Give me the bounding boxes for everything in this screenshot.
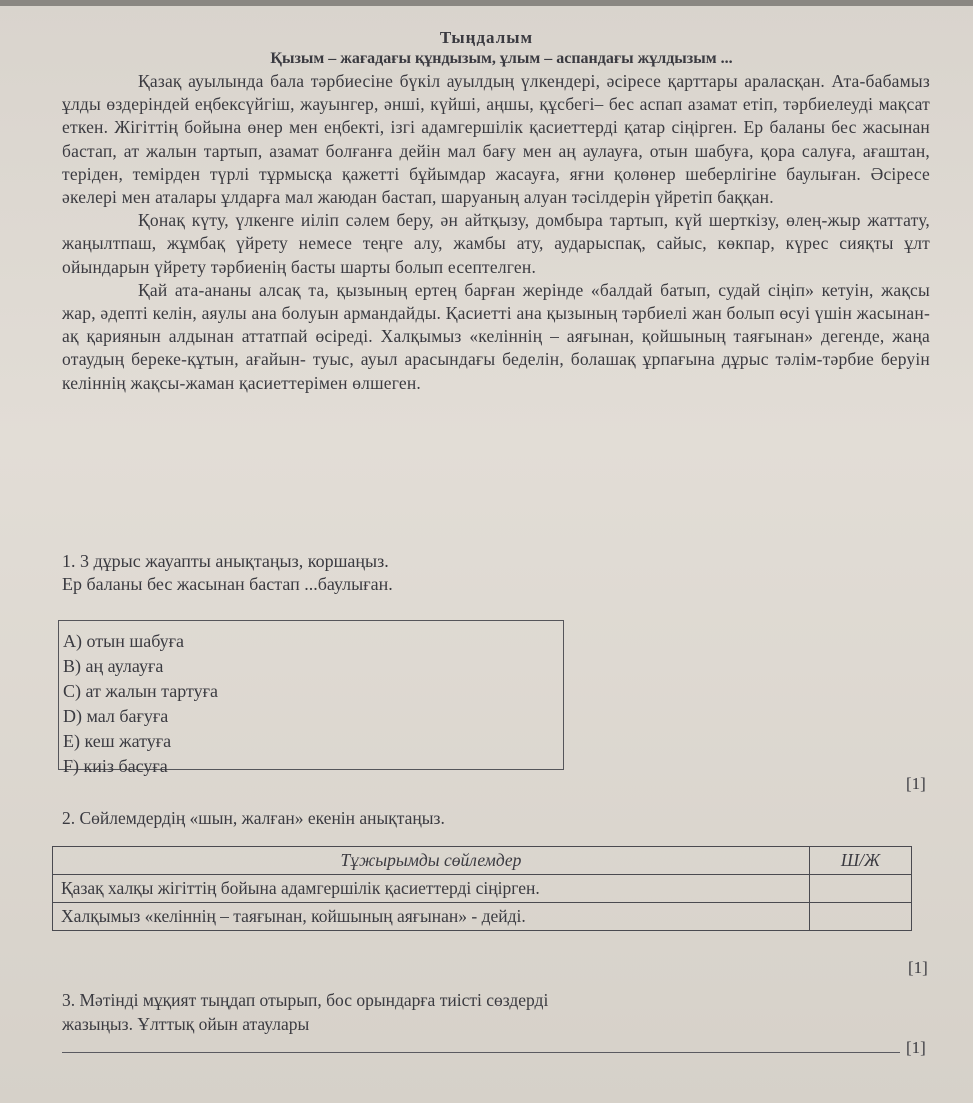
question-3-prompt-cont: жазыңыз. Ұлттық ойын атаулары: [62, 1014, 310, 1034]
text-title: Қызым – жағадағы құндызым, ұлым – аспандағы жұлдызым ...: [270, 50, 733, 67]
answer-options-box: [58, 620, 564, 776]
statement-cell: Қазақ халқы жігіттің бойына адамгершілік қасиеттерді сіңірген.: [53, 875, 810, 903]
option-b[interactable]: B) аң аулауға: [63, 656, 164, 676]
question-3-prompt: 3. Мәтінді мұқият тыңдап отырып, бос орындарға тиісті сөздерді: [62, 990, 549, 1010]
page-title: Тыңдалым: [439, 28, 534, 47]
true-false-table: [52, 846, 912, 931]
question-2-prompt: 2. Сөйлемдердің «шын, жалған» екенін анықтаңыз.: [62, 808, 445, 828]
answer-line[interactable]: [62, 1052, 900, 1053]
table-row: [53, 903, 912, 931]
paragraph-1: Қазақ ауылында бала тәрбиесіне бүкіл ауылдың үлкендері, әсіресе қарттары араласқан. Ата-бабамыз ұлды өздеріндей еңбексүйгіш, жауынгер, әнші, күйші, аңшы, құсбегі– бес аспап азамат етіп, тәрбиелеуді мақсат еткен. Жігіттің бойына өнер мен еңбекті, ізгі адамгершілік қасиеттерді қатар сіңірген. Ер баланы бес жасынан бастап, ат жалын тартып, азамат болғанға дейін мал бағу мен аң аулауға, отын шабуға, қора салуға, ағаштан, теріден, темірден түрлі тұрмысқа қажетті бұйымдар жасауға, яғни қолөнер шеберлігіне баулыған. Әсіресе әкелері мен аталары ұлдарға мал жаюдан бастап, шаруаның алуан тәсілдерін үйретіп баққан.: [62, 71, 930, 208]
answer-cell[interactable]: [810, 875, 912, 903]
table-row: [53, 875, 912, 903]
answer-cell[interactable]: [810, 903, 912, 931]
question-1-sentence: Ер баланы бес жасынан бастап ...баулыған.: [62, 574, 393, 594]
question-3-mark: [1]: [906, 1038, 926, 1057]
header-statements: Тұжырымды сөйлемдер: [53, 847, 810, 875]
paragraph-3: Қай ата-ананы алсақ та, қызының ертең барған жерінде «балдай батып, судай сіңіп» кетуін, жақсы жар, әдепті келін, аяулы ана болуын армандайды. Қасиетті ана қызының тәрбиелі жан болып өсуі үшін жасынан-ақ қариянын алдынан аттатпай өсіреді. Халқымыз «келіннің – аяғынан, қойшының таяғынан» дегенде, жаңа отаудың береке-құтын, ағайын- туыс, ауыл арасындағы беделін, болашақ ұрпағына дұрыс тәлім-тәрбие беруін келіннің жақсы-жаман қасиеттерімен өлшеген.: [62, 279, 930, 393]
option-a[interactable]: A) отын шабуға: [63, 631, 185, 651]
table-header-row: [53, 847, 912, 875]
question-1-prompt: 1. 3 дұрыс жауапты анықтаңыз, коршаңыз.: [62, 551, 389, 571]
question-1-mark: [1]: [906, 774, 926, 793]
option-c[interactable]: C) ат жалын тартуға: [63, 681, 219, 701]
question-2-mark: [1]: [908, 958, 928, 977]
option-e[interactable]: E) кеш жатуға: [63, 731, 172, 751]
header-true-false: Ш/Ж: [810, 847, 912, 875]
paragraph-2: Қонақ күту, үлкенге иіліп сәлем беру, ән айтқызу, домбыра тартып, күй шерткізу, өлең-жыр жаттату, жаңылтпаш, жұмбақ үйрету немесе теңге алу, жамбы ату, аударыспақ, сайыс, көкпар, күрес сияқты ұлт ойындарын үйрету тәрбиенің басты шарты болып есептелген.: [62, 210, 930, 277]
reading-text: [62, 70, 930, 395]
option-d[interactable]: D) мал бағуға: [63, 706, 169, 726]
option-f[interactable]: F) киіз басуға: [63, 756, 168, 776]
statement-cell: Халқымыз «келіннің – таяғынан, койшының аяғынан» - дейді.: [53, 903, 810, 931]
